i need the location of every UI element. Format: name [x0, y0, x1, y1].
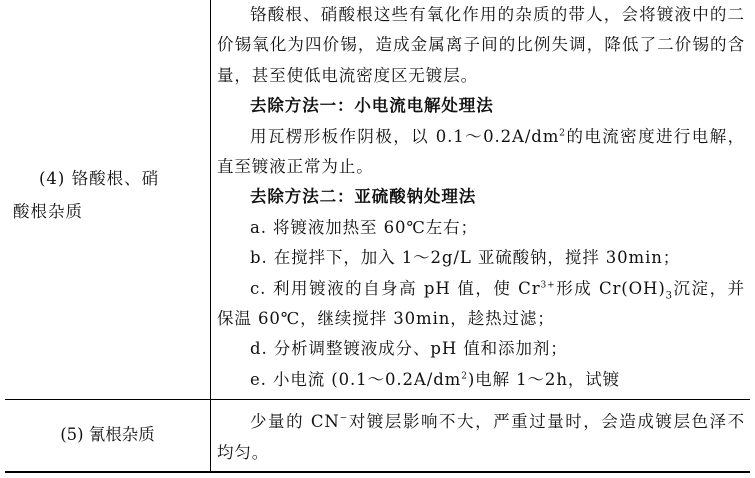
row5-label: (5) 氰根杂质 — [60, 425, 155, 444]
row4-intro: 铬酸根、硝酸根这些有氧化作用的杂质的带人，会将镀液中的二价锡氧化为四价锡，造成金属离子间的比例失调，降低了二价锡的含量，甚至使低电流密度区无镀层。 — [217, 5, 745, 85]
impurity-table — [5, 0, 750, 473]
method2-title: 去除方法二：亚硫酸钠处理法 — [250, 187, 477, 207]
step-b: b. 在搅拌下，加入 1～2g/L 亚硫酸钠，搅拌 30min； — [250, 248, 681, 268]
row-divider — [5, 399, 750, 400]
column-divider — [210, 0, 211, 471]
row4-content — [217, 0, 745, 395]
row5-content — [217, 406, 745, 468]
row4-label — [5, 162, 210, 228]
method1-text: 用瓦楞形板作阴极，以 $0.1\sim 0.2A/dm^2$的电流密度进行电解，直至镀液正常为止。 — [217, 126, 745, 177]
step-c: c. 利用镀液的自身高 pH 值，使 $Cr^{3+}$形成 $Cr(OH)_3$沉淀，并保温 60℃，继续搅拌 30min，趁热过滤； — [217, 278, 745, 329]
row5-text: 少量的 CN−对镀层影响不大，严重过量时，会造成镀层色泽不均匀。 — [217, 412, 745, 462]
row4-label-line1: (4) 铬酸根、硝 — [39, 169, 160, 188]
step-d: d. 分析调整镀液成分、pH 值和添加剂； — [250, 339, 568, 359]
row4-label-line2: 酸根杂质 — [13, 202, 83, 221]
step-e: e. 小电流 $(0.1\sim 0.2A/dm^2)$电解 1～2h，试镀 — [250, 369, 621, 389]
step-a: a. 将镀液加热至 60℃左右； — [250, 217, 478, 237]
method1-title: 去除方法一：小电流电解处理法 — [250, 96, 494, 116]
